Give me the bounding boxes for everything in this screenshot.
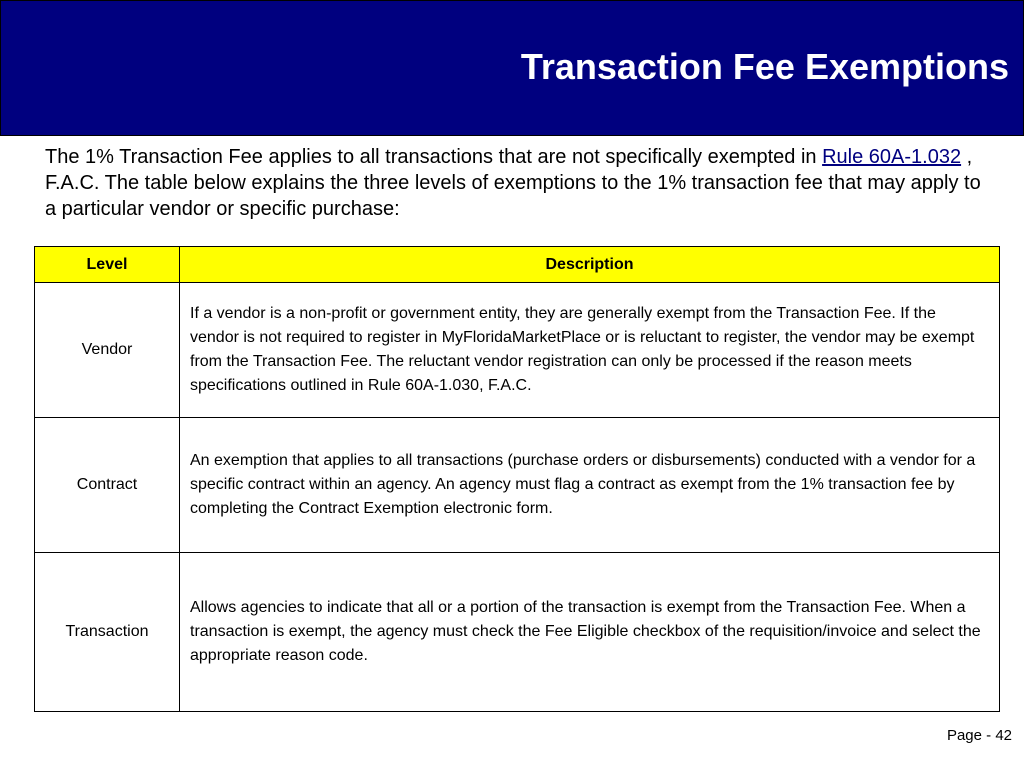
page-title: Transaction Fee Exemptions [520,46,1009,87]
header-banner [0,0,1024,136]
header-level: Level [35,247,180,283]
description-cell: An exemption that applies to all transactions (purchase orders or disbursements) conducted with a vendor for a specific contract within an agency. An agency must flag a contract as exempt from the 1% transaction fee by completing the Contract Exemption electronic form. [180,418,1000,553]
level-cell: Transaction [35,553,180,712]
table-header-row [35,247,1000,283]
page-number: Page - 42 [946,727,1012,744]
description-cell: If a vendor is a non-profit or government entity, they are generally exempt from the Transaction Fee. If the vendor is not required to register in MyFloridaMarketPlace or is reluctant to register, the vendor may be exempt from the Transaction Fee. The reluctant vendor registration can only be processed if the reason meets specifications outlined in Rule 60A-1.030, F.A.C. [180,283,1000,418]
intro-paragraph [45,144,990,222]
rule-link[interactable]: Rule 60A-1.032 [822,146,962,168]
level-cell: Contract [35,418,180,553]
intro-text-before: The 1% Transaction Fee applies to all transactions that are not specifically exempted in [45,146,823,168]
table-row [35,553,1000,712]
exemptions-table [34,246,1000,712]
description-cell: Allows agencies to indicate that all or a portion of the transaction is exempt from the Transaction Fee. When a transaction is exempt, the agency must check the Fee Eligible checkbox of the requisition/invoice and select the appropriate reason code. [180,553,1000,712]
header-description: Description [180,247,1000,283]
table-row [35,283,1000,418]
intro-text-after: , F.A.C. The table below explains the three levels of exemptions to the 1% transaction fee that may apply to a particular vendor or specific purchase: [45,146,981,220]
table-row [35,418,1000,553]
level-cell: Vendor [35,283,180,418]
